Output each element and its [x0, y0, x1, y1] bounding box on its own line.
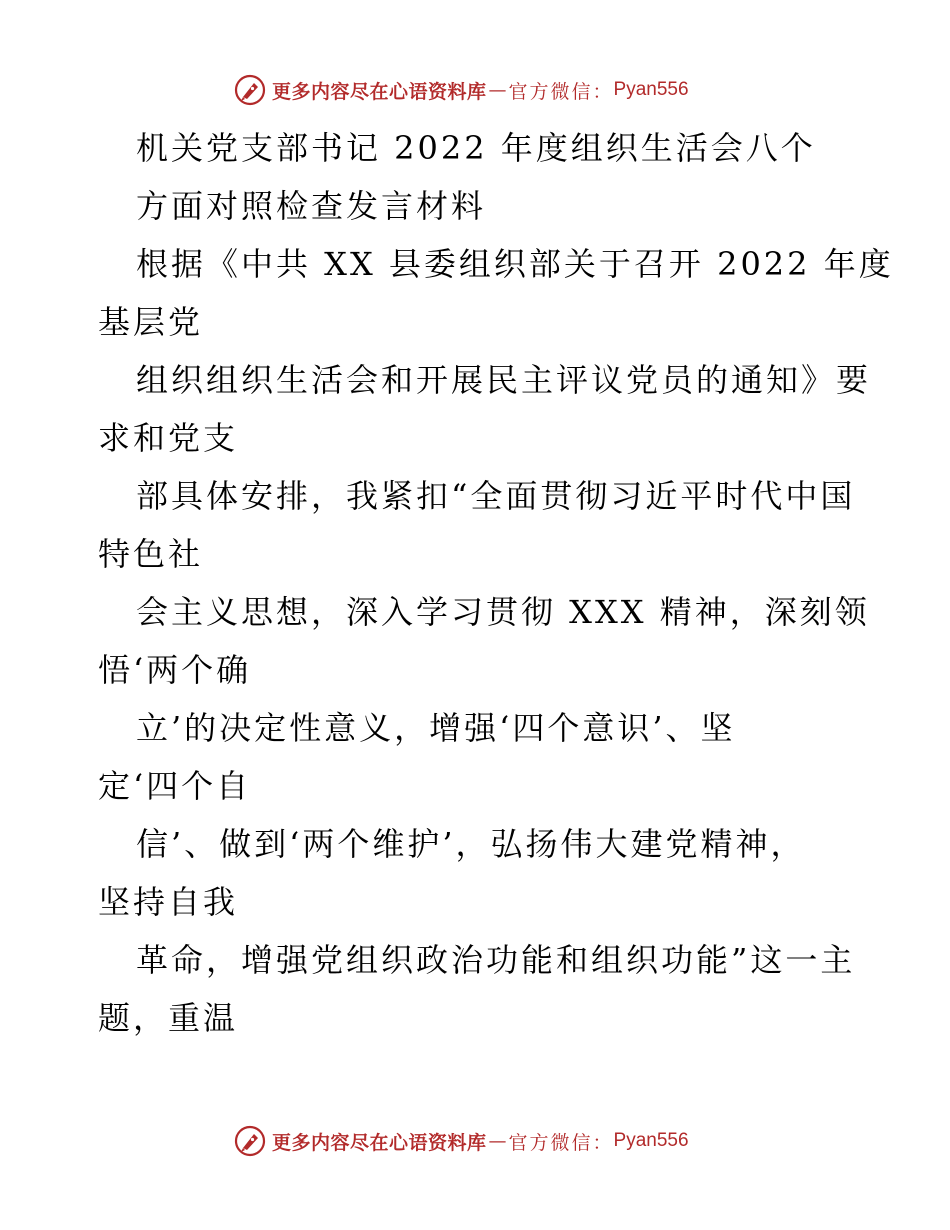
body-line: 坚持自我 [98, 883, 239, 921]
body-line: 定‘四个自 [98, 767, 252, 805]
banner-text: 更多内容尽在心语资料库 [272, 80, 487, 103]
document-title-line-1: 机关党支部书记 2022 年度组织生活会八个 [136, 129, 816, 167]
pen-nib-logo-icon [234, 74, 266, 106]
banner-wechat-label: 官方微信： [508, 1131, 614, 1154]
body-line: 信’、做到‘两个维护’，弘扬伟大建党精神， [136, 825, 806, 863]
body-line: 革命，增强党组织政治功能和组织功能”这一主 [136, 941, 856, 979]
body-line: 部具体安排，我紧扣“全面贯彻习近平时代中国 [136, 477, 856, 515]
body-line: 特色社 [98, 535, 204, 573]
pen-nib-logo-icon [234, 1125, 266, 1157]
banner-wechat-id: Pyan556 [613, 79, 689, 100]
banner-text: 更多内容尽在心语资料库 [272, 1131, 487, 1154]
banner-dash: — [488, 1130, 507, 1152]
body-line: 题，重温 [98, 999, 239, 1037]
body-line: 立’的决定性意义，增强‘四个意识’、坚 [136, 709, 736, 747]
banner-wechat-id: Pyan556 [613, 1130, 689, 1151]
header-banner [234, 73, 689, 107]
body-line: 根据《中共 XX 县委组织部关于召开 2022 年度 [136, 245, 894, 283]
body-line: 悟‘两个确 [98, 651, 252, 689]
banner-wechat-label: 官方微信： [508, 80, 614, 103]
banner-dash: — [488, 79, 507, 101]
body-line: 基层党 [98, 303, 204, 341]
body-line: 求和党支 [98, 419, 239, 457]
body-line: 会主义思想，深入学习贯彻 XXX 精神，深刻领 [136, 593, 870, 631]
footer-banner [234, 1124, 689, 1158]
body-line: 组织组织生活会和开展民主评议党员的通知》要 [136, 361, 872, 399]
document-title-line-2: 方面对照检查发言材料 [136, 187, 487, 225]
